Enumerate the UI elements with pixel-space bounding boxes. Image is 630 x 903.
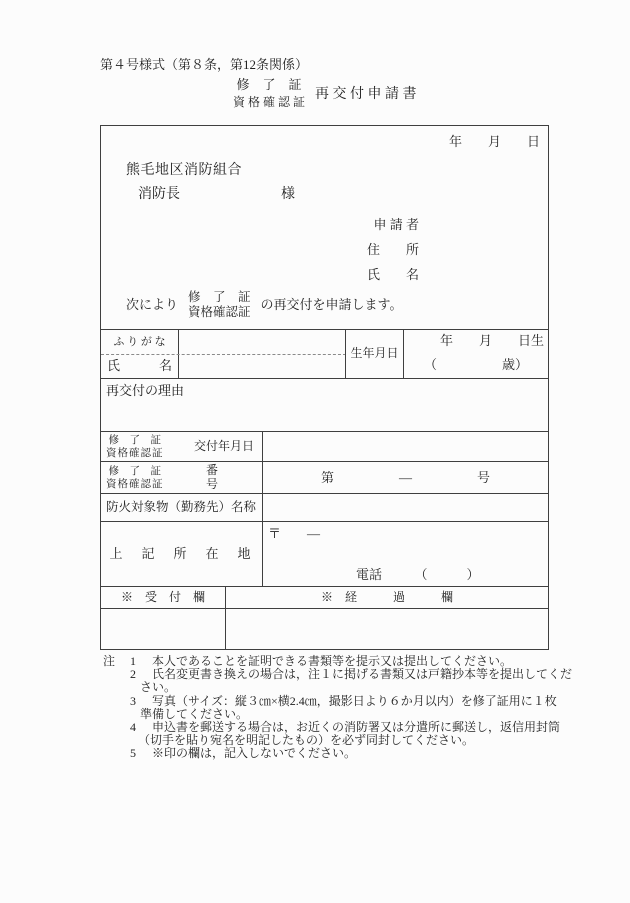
reception-column-label: ※ 受 付 欄 <box>101 587 226 608</box>
birthdate-label: 生年月日 <box>346 330 404 378</box>
statement-cert-bottom: 資格確認証 <box>188 305 251 319</box>
cert-number-label: 番 号 <box>206 463 255 491</box>
note-line <box>100 708 605 721</box>
statement-line <box>126 286 403 324</box>
note-item-number: 4 <box>130 719 136 734</box>
notes-section <box>100 655 605 761</box>
applicant-address-label: 住 所 <box>366 242 419 257</box>
name-row <box>101 329 548 378</box>
statement-cert-fraction <box>188 290 251 320</box>
honorific-label: 様 <box>281 187 295 202</box>
furigana-label: ふ り が な <box>113 335 166 348</box>
form-title-suffix: 再 交 付 申 請 書 <box>315 87 417 102</box>
cert-fraction <box>106 462 164 493</box>
cert-number-label-cell <box>101 462 263 493</box>
applicant-label: 申 請 者 <box>373 217 419 232</box>
note-line <box>100 747 605 760</box>
applicant-name-label: 氏 名 <box>366 267 419 282</box>
workplace-label: 防火対象物（勤務先）名称 <box>101 494 263 521</box>
addressee-label: 消防長 <box>138 187 180 202</box>
cert-label-top: 修 了 証 <box>108 434 161 446</box>
workplace-value-cell <box>263 494 548 521</box>
note-item-number: 5 <box>130 746 136 761</box>
phone-field: 電話 （ ） <box>356 567 480 582</box>
cert-label-bottom: 資格確認証 <box>106 447 164 459</box>
issue-date-label-cell <box>101 432 263 461</box>
cert-number-row <box>101 461 548 493</box>
progress-column-label: ※ 経 過 欄 <box>320 589 453 604</box>
site-address-value-cell <box>263 522 548 586</box>
issue-date-label: 交付年月日 <box>194 438 255 453</box>
issue-date-row <box>101 431 548 461</box>
note-text: 写真（サイズ：縦３㎝×横2.4㎝，撮影日より６か月以内）を修了証用に１枚 <box>152 693 557 708</box>
application-form-box <box>100 125 549 650</box>
statement-suffix: の再交付を申請します。 <box>260 297 403 312</box>
cert-title-bottom: 資 格 確 認 証 <box>233 95 306 109</box>
birthdate-value-cell <box>404 330 548 378</box>
statement-prefix: 次により <box>126 297 179 312</box>
note-item-number: 1 <box>130 654 136 668</box>
cert-fraction <box>106 432 164 461</box>
progress-cell <box>226 609 548 649</box>
note-item-number: 2 <box>130 667 136 682</box>
birthdate-age: （ 歳） <box>424 357 529 372</box>
reception-cell <box>101 609 226 649</box>
reason-label: 再交付の理由 <box>106 383 185 398</box>
cert-title-top: 修 了 証 <box>236 77 302 92</box>
organization-name: 熊毛地区消防組合 <box>126 163 242 178</box>
name-input-cell <box>179 330 346 378</box>
issue-date-value-cell <box>263 432 548 461</box>
note-text: さい。 <box>140 680 177 695</box>
note-text: ※印の欄は，記入しないでください。 <box>152 746 357 761</box>
note-text: 氏名変更書き換えの場合は，注１に掲げる書類又は戸籍抄本等を提出してくだ <box>152 667 573 682</box>
cert-label-bottom: 資格確認証 <box>106 478 164 490</box>
statement-cert-top: 修 了 証 <box>188 290 251 304</box>
reason-row <box>101 378 548 431</box>
note-line <box>100 681 605 694</box>
cert-number-value: 第 ― 号 <box>320 469 490 485</box>
cert-label-top: 修 了 証 <box>108 465 161 477</box>
site-address-row <box>101 521 548 586</box>
date-field: 年 月 日 <box>448 134 540 149</box>
note-text: （切手を貼り宛名を明記したもの）を必ず同封してください。 <box>138 733 475 748</box>
birthdate-format: 年 月 日生 <box>439 333 544 348</box>
note-text: 申込書を郵送する場合は，お近くの消防署又は分遣所に郵送し，返信用封筒 <box>152 719 561 734</box>
note-line <box>100 695 605 708</box>
workplace-row <box>101 493 548 521</box>
note-item-number: 3 <box>130 693 136 708</box>
site-address-label: 上 記 所 在 地 <box>101 522 263 586</box>
note-text: 本人であることを証明できる書類等を提示又は提出してください。 <box>152 654 513 668</box>
applicant-block <box>367 212 419 287</box>
note-text: 準備してください。 <box>140 706 249 721</box>
postal-code-field: 〒 ― <box>268 526 321 541</box>
name-label: 氏 名 <box>106 358 172 373</box>
form-title <box>233 77 417 112</box>
form-number-label: 第４号様式（第８条，第12条関係） <box>100 57 309 72</box>
office-use-body-row <box>101 608 548 649</box>
cert-type-fraction <box>233 77 305 112</box>
office-use-header-row <box>101 586 548 608</box>
note-marker: 注 <box>103 654 116 668</box>
